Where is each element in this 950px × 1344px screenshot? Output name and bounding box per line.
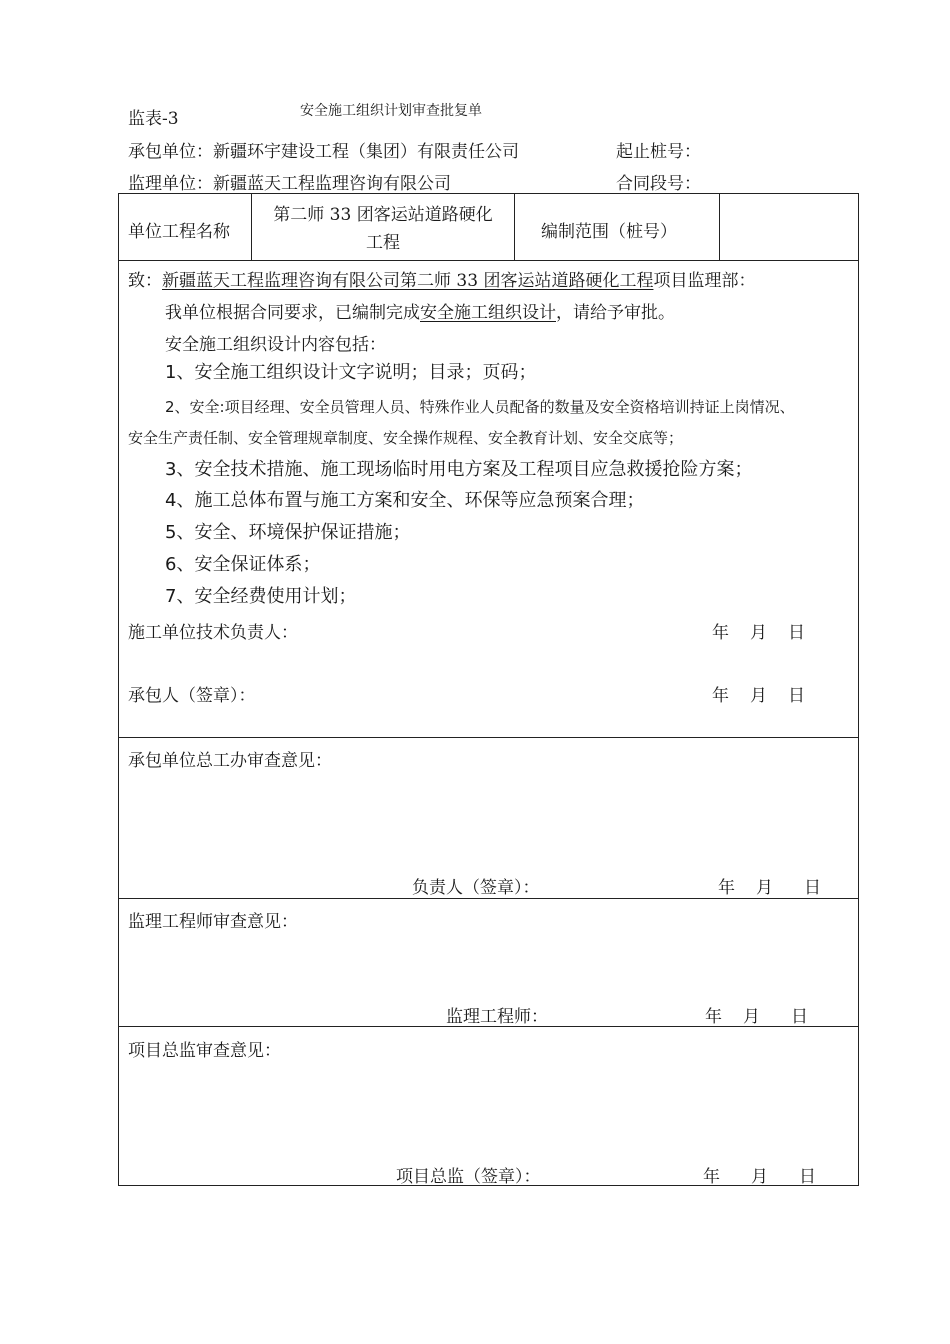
project-name — [252, 201, 514, 257]
contractor-sign-date — [712, 681, 805, 706]
content-item-5: 5、安全、环境保护保证措施； — [165, 522, 411, 543]
date-month: 月 — [756, 878, 773, 898]
content-item-7: 7、安全经费使用计划； — [165, 586, 357, 607]
form-title: 安全施工组织计划审查批复单 — [300, 103, 482, 119]
contractor-label: 承包单位： — [128, 142, 213, 162]
station-label: 起止桩号： — [616, 142, 701, 162]
chief-supervisor-label: 项目总监审查意见： — [128, 1041, 281, 1061]
content-item-4: 4、施工总体布置与施工方案和安全、环保等应急预案合理； — [165, 490, 645, 511]
chief-supervisor-date — [703, 1162, 816, 1187]
date-year: 年 — [718, 878, 735, 898]
date-month: 月 — [750, 686, 767, 706]
chief-office-sign-label: 负责人（签章）： — [412, 878, 540, 898]
content-item-6: 6、安全保证体系； — [165, 554, 321, 575]
engineer-date — [705, 1002, 808, 1027]
tech-lead-date — [712, 618, 805, 643]
project-name-line1: 第二师 33 团客运站道路硬化 — [273, 205, 493, 225]
row-divider-1 — [118, 260, 859, 261]
date-day: 日 — [804, 878, 821, 898]
row-divider-3 — [118, 898, 859, 899]
date-month: 月 — [751, 1167, 768, 1187]
project-name-line2: 工程 — [366, 233, 400, 253]
chief-supervisor-sign-label: 项目总监（签章）： — [396, 1167, 541, 1187]
date-month: 月 — [743, 1007, 760, 1027]
date-year: 年 — [705, 1007, 722, 1027]
request-line — [165, 298, 675, 323]
request-doc: 安全施工组织设计 — [420, 303, 556, 323]
date-year: 年 — [712, 686, 729, 706]
supervisor-label: 监理单位： — [128, 174, 213, 194]
addressee-prefix: 致： — [128, 271, 162, 291]
date-year: 年 — [703, 1167, 720, 1187]
request-suffix: ，请给予审批。 — [556, 303, 675, 323]
content-item-2a: 2、安全:项目经理、安全员管理人员、特殊作业人员配备的数量及安全资格培训持证上岗情况、 — [165, 398, 795, 416]
form-number: 监表-3 — [128, 109, 179, 129]
date-day: 日 — [799, 1167, 816, 1187]
date-day: 日 — [791, 1007, 808, 1027]
tech-lead-label: 施工单位技术负责人： — [128, 623, 298, 643]
supervisor-name: 新疆蓝天工程监理咨询有限公司 — [213, 174, 451, 194]
contractor-sign-label: 承包人（签章）： — [128, 686, 256, 706]
request-prefix: 我单位根据合同要求，已编制完成 — [165, 303, 420, 323]
engineer-sign-label: 监理工程师： — [446, 1007, 548, 1027]
contractor-name: 新疆环宇建设工程（集团）有限责任公司 — [213, 142, 519, 162]
contract-section-label: 合同段号： — [616, 174, 701, 194]
date-day: 日 — [788, 623, 805, 643]
date-year: 年 — [712, 623, 729, 643]
contractor-line — [128, 137, 519, 162]
chief-office-date — [718, 873, 821, 898]
unit-project-label: 单位工程名称 — [128, 222, 230, 242]
addressee-line — [128, 266, 755, 291]
supervisor-line — [128, 169, 451, 194]
col-divider-2 — [514, 193, 515, 260]
date-day: 日 — [788, 686, 805, 706]
scope-label: 编制范围（桩号） — [541, 222, 677, 242]
date-month: 月 — [750, 623, 767, 643]
row-divider-2 — [118, 737, 859, 738]
chief-office-label: 承包单位总工办审查意见： — [128, 751, 332, 771]
col-divider-3 — [719, 193, 720, 260]
addressee-suffix: 项目监理部： — [653, 271, 756, 291]
content-item-3: 3、安全技术措施、施工现场临时用电方案及工程项目应急救援抢险方案； — [165, 459, 753, 480]
content-item-1: 1、安全施工组织设计文字说明；目录；页码； — [165, 362, 537, 383]
contents-intro: 安全施工组织设计内容包括： — [165, 335, 386, 355]
engineer-review-label: 监理工程师审查意见： — [128, 912, 298, 932]
addressee-name: 新疆蓝天工程监理咨询有限公司第二师 33 团客运站道路硬化工程 — [162, 271, 654, 291]
content-item-2b: 安全生产责任制、安全管理规章制度、安全操作规程、安全教育计划、安全交底等； — [128, 429, 684, 447]
